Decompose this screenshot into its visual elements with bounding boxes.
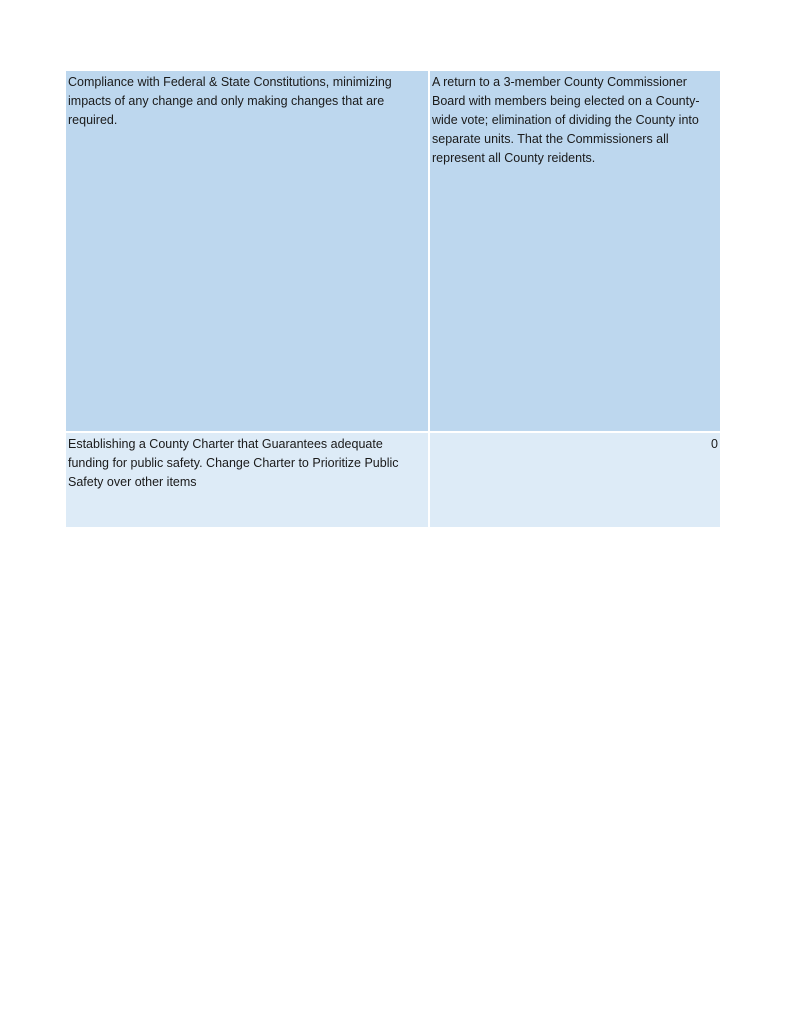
table-cell: A return to a 3-member County Commissioner Board with members being elected on a County-wide vote; elimination of dividing the County into separate units. That the Commissioners all represent all County reidents. (429, 71, 720, 432)
table-row (66, 432, 720, 527)
table-cell: Compliance with Federal & State Constitutions, minimizing impacts of any change and only making changes that are required. (66, 71, 429, 432)
table-cell: Establishing a County Charter that Guarantees adequate funding for public safety. Change Charter to Prioritize Public Safety over other items (66, 432, 429, 527)
table-row (66, 71, 720, 432)
spreadsheet-table (66, 71, 720, 527)
table-cell-number: 0 (429, 432, 720, 527)
